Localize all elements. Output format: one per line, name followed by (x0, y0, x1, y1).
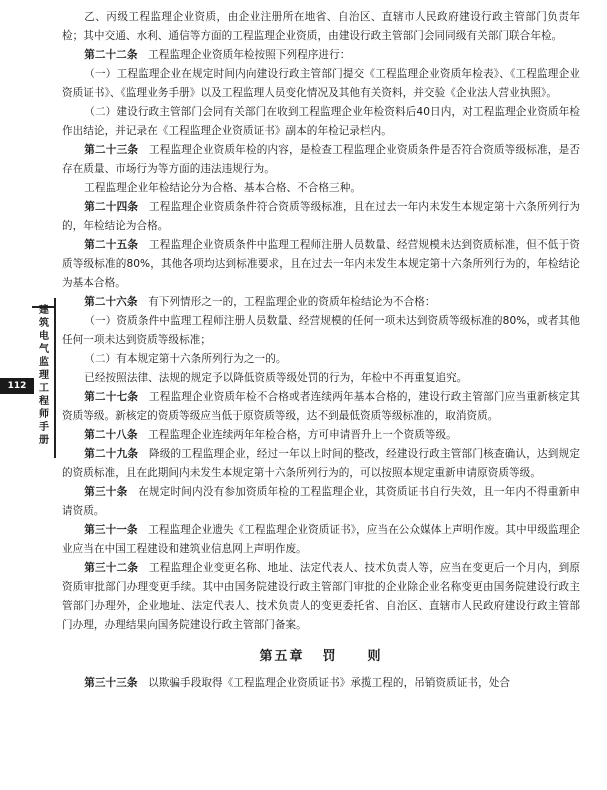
paragraph (62, 236, 580, 293)
paragraph (62, 293, 580, 312)
article-number: 第二十九条 (84, 448, 139, 460)
paragraph (62, 388, 580, 426)
side-tab (0, 298, 58, 458)
side-tab-char: 建 (39, 305, 49, 316)
paragraph-text: 乙、丙级工程监理企业资质，由企业注册所在地省、自治区、直辖市人民政府建设行政主管部门负责年检；其中交通、水利、通信等方面的工程监理企业资质，由建设行政主管部门会同同级有关部门联合年检。 (62, 11, 580, 42)
side-tab-char: 程 (39, 396, 49, 407)
paragraph (62, 426, 580, 445)
side-tab-char: 工 (39, 383, 49, 394)
article-number: 第二十五条 (84, 239, 139, 251)
paragraph-text: （二）建设行政主管部门会同有关部门在收到工程监理企业年检资料后40日内，对工程监理企业资质年检作出结论，并记录在《工程监理企业资质证书》副本的年检记录栏内。 (62, 106, 580, 137)
paragraph (62, 141, 580, 179)
article-number: 第三十三条 (84, 677, 138, 689)
side-tab-char: 册 (39, 435, 49, 446)
chapter-title: 罚 则 (322, 649, 383, 664)
article-number: 第二十八条 (84, 429, 138, 441)
side-tab-char: 气 (39, 344, 49, 355)
paragraph-text: 工程监理企业资质年检的内容，是检查工程监理企业资质条件是否符合资质等级标准，是否存在质量、市场行为等方面的违法违规行为。 (62, 144, 580, 175)
paragraph (62, 674, 580, 693)
body-text (62, 8, 580, 693)
paragraph-text: 有下列情形之一的，工程监理企业的资质年检结论为不合格： (148, 296, 436, 308)
paragraph-text: 降级的工程监理企业，经过一年以上时间的整改，经建设行政主管部门核查确认，达到规定的资质标准，且在此期间内未发生本规定第十六条所列行为的，可以按照本规定重新申请原资质等级。 (62, 448, 580, 479)
paragraph-text: 以欺骗手段取得《工程监理企业资质证书》承揽工程的，吊销资质证书，处合 (148, 677, 511, 689)
side-tab-char: 筑 (39, 318, 49, 329)
paragraph-text: 工程监理企业年检结论分为合格、基本合格、不合格三种。 (84, 182, 361, 194)
paragraph (62, 179, 580, 198)
paragraph (62, 445, 580, 483)
paragraph-text: （一）工程监理企业在规定时间内向建设行政主管部门提交《工程监理企业资质年检表》、《工程监理企业资质证书》、《监理业务手册》以及工程监理人员变化情况及其他有关资料，并交验《企业法人营业执照》。 (62, 68, 580, 99)
article-number: 第二十六条 (84, 296, 138, 308)
side-tab-rule (54, 298, 56, 458)
side-tab-label (36, 304, 52, 447)
paragraph (62, 65, 580, 103)
side-tab-char: 理 (39, 370, 49, 381)
paragraph (62, 8, 580, 46)
page-number-badge: 112 (0, 378, 34, 394)
article-number: 第二十四条 (84, 201, 139, 213)
paragraph (62, 350, 580, 369)
paragraph-text: 工程监理企业变更名称、地址、法定代表人、技术负责人等，应当在变更后一个月内，到原资质审批部门办理变更手续。其中由国务院建设行政主管部门审批的企业除企业名称变更由国务院建设行政主管部门办理外，企业地址、法定代表人、技术负责人的变更委托省、自治区、直辖市人民政府建设行政主管部门办理，办理结果向国务院建设行政主管部门备案。 (62, 562, 580, 631)
paragraph (62, 198, 580, 236)
paragraph (62, 103, 580, 141)
paragraph (62, 559, 580, 635)
article-number: 第三十条 (84, 486, 128, 498)
side-tab-char: 监 (39, 357, 49, 368)
paragraph (62, 521, 580, 559)
chapter-heading (62, 647, 580, 666)
paragraph-text: 在规定时间内没有参加资质年检的工程监理企业，其资质证书自行失效，且一年内不得重新申请资质。 (62, 486, 580, 517)
side-tab-char: 手 (39, 422, 49, 433)
article-number: 第三十二条 (84, 562, 139, 574)
paragraph (62, 312, 580, 350)
paragraph-text: 工程监理企业遗失《工程监理企业资质证书》，应当在公众媒体上声明作废。其中甲级监理企业应当在中国工程建设和建筑业信息网上声明作废。 (62, 524, 581, 555)
side-tab-char: 电 (39, 331, 49, 342)
paragraph-text: 已经按照法律、法规的规定予以降低资质等级处罚的行为，年检中不再重复追究。 (84, 372, 468, 384)
paragraph-text: 工程监理企业资质条件符合资质等级标准，且在过去一年内未发生本规定第十六条所列行为的，年检结论为合格。 (62, 201, 580, 232)
paragraph-text: 工程监理企业资质年检不合格或者连续两年基本合格的，建设行政主管部门应当重新核定其资质等级。新核定的资质等级应当低于原资质等级，达不到最低资质等级标准的，取消资质。 (62, 391, 580, 422)
article-number: 第二十三条 (84, 144, 139, 156)
paragraph-text: 工程监理企业资质条件中监理工程师注册人员数量、经营规模未达到资质标准，但不低于资质等级标准的80%，其他各项均达到标准要求，且在过去一年内未发生本规定第十六条所列行为的，年检结论为基本合格。 (62, 239, 580, 289)
chapter-number: 第五章 (259, 649, 305, 664)
paragraph (62, 46, 580, 65)
paragraph-text: （二）有本规定第十六条所列行为之一的。 (84, 353, 287, 365)
paragraph-text: 工程监理企业连续两年年检合格，方可申请晋升上一个资质等级。 (148, 429, 457, 441)
paragraph-text: 工程监理企业资质年检按照下列程序进行： (148, 49, 351, 61)
paragraph (62, 483, 580, 521)
article-number: 第二十七条 (84, 391, 139, 403)
article-number: 第二十二条 (84, 49, 138, 61)
paragraph-text: （一）资质条件中监理工程师注册人员数量、经营规模的任何一项未达到资质等级标准的80%，或者其他任何一项未达到资质等级标准； (62, 315, 580, 346)
paragraph (62, 369, 580, 388)
article-number: 第三十一条 (84, 524, 138, 536)
side-tab-char: 师 (39, 409, 49, 420)
